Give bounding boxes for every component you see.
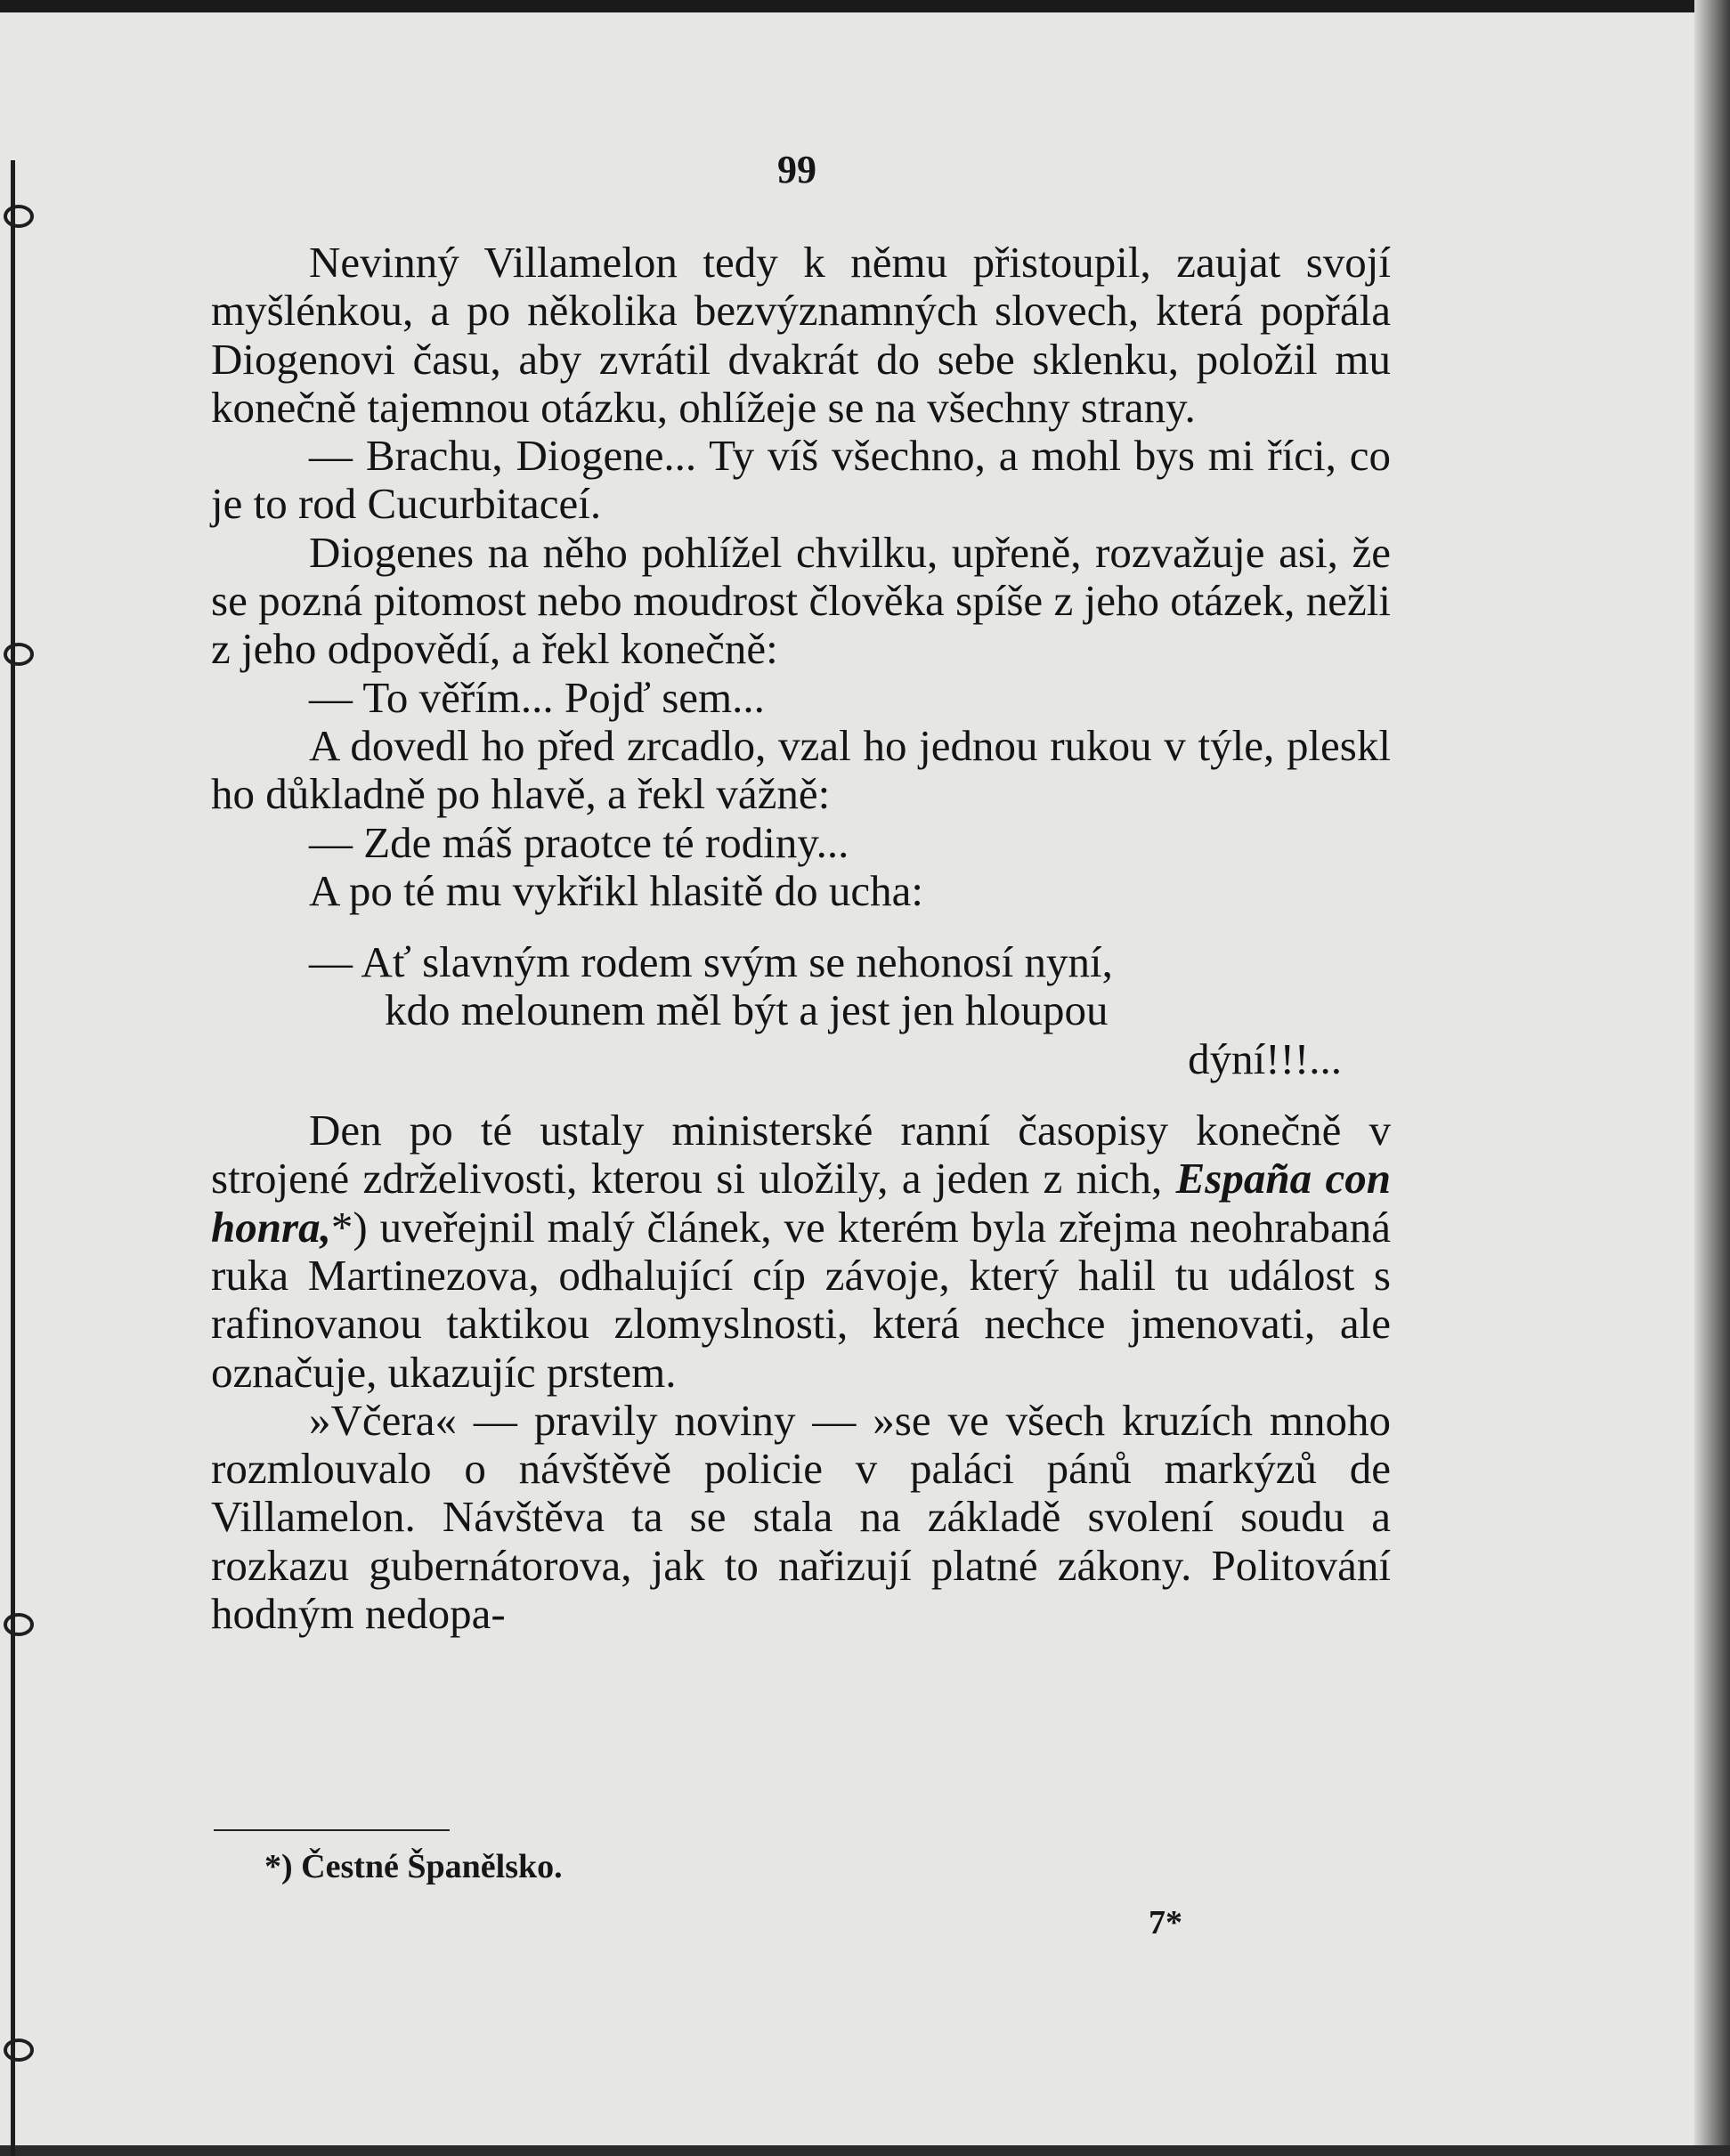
- paragraph: Diogenes na něho pohlížel chvilku, upřeně, rozvažuje asi, že se pozná pitomost nebo moudrost člověka spíše z jeho otázek, nežli z jeho odpovědí, a řekl konečně:: [211, 527, 1391, 674]
- verse-line: kdo melounem měl být a jest jen hloupou: [385, 985, 1109, 1035]
- paragraph: — To věřím... Pojď sem...: [309, 672, 765, 722]
- paragraph: »Včera« — pravily noviny — »se ve všech kruzích mnoho rozmlouvalo o návštěvě policie v paláci pánů markýzů de Villamelon. Návštěva ta se stala na základě svolení soudu a rozkazu gubernátorova, jak to nařizují platné zákony. Politování hodným nedopa-: [211, 1395, 1391, 1639]
- paragraph: [211, 1106, 1391, 1397]
- paragraph: A po té mu vykřikl hlasitě do ucha:: [309, 865, 923, 915]
- footnote-rule: [214, 1829, 450, 1831]
- stitch-mark: [4, 2038, 34, 2062]
- paragraph-text: *) uveřejnil malý článek, ve kterém byla zřejma neohrabaná ruka Martinezova, odhalující cíp závoje, který halil tu událost s rafinovanou taktikou zlomyslnosti, která nechce jmenovati, ale označuje, ukazujíc prstem.: [211, 1202, 1391, 1397]
- scan-right-edge: [1694, 0, 1730, 2156]
- verse-line: dýní!!!...: [1188, 1033, 1342, 1083]
- stitch-mark: [4, 643, 34, 666]
- newspaper-title: España con honra,: [211, 1154, 1391, 1252]
- body-text: [211, 239, 1391, 1638]
- verse-line: — Ať slavným rodem svým se nehonosí nyní,: [309, 937, 1113, 987]
- binding-stitches: [0, 0, 36, 2156]
- page-number: 99: [777, 148, 816, 191]
- paragraph: Nevinný Villamelon tedy k němu přistoupil, zaujat svojí myšlénkou, a po několika bezvýznamných slovech, která popřála Diogenovi času, aby zvrátil dvakrát do sebe sklenku, položil mu konečně tajemnou otázku, ohlížeje se na všechny strany.: [211, 238, 1391, 432]
- verse-quote: [211, 938, 1391, 1083]
- paragraph: — Zde máš praotce té rodiny...: [309, 817, 849, 867]
- paragraph: — Brachu, Diogene... Ty víš všechno, a mohl bys mi říci, co je to rod Cucurbitaceí.: [211, 431, 1391, 529]
- paragraph-text: Den po té ustaly ministerské ranní časopisy konečně v strojené zdrželivosti, kterou si uložily, a jeden z nich,: [211, 1106, 1391, 1204]
- binding-rail: [11, 160, 15, 2156]
- signature-mark: 7*: [1149, 1904, 1182, 1941]
- scan-top-edge: [0, 0, 1730, 12]
- paragraph: A dovedl ho před zrcadlo, vzal ho jednou rukou v týle, pleskl ho důkladně po hlavě, a řekl vážně:: [211, 720, 1391, 819]
- footnote: *) Čestné Španělsko.: [264, 1848, 563, 1885]
- stitch-mark: [4, 1613, 34, 1636]
- stitch-mark: [4, 205, 34, 228]
- scan-bottom-edge: [0, 2145, 1730, 2156]
